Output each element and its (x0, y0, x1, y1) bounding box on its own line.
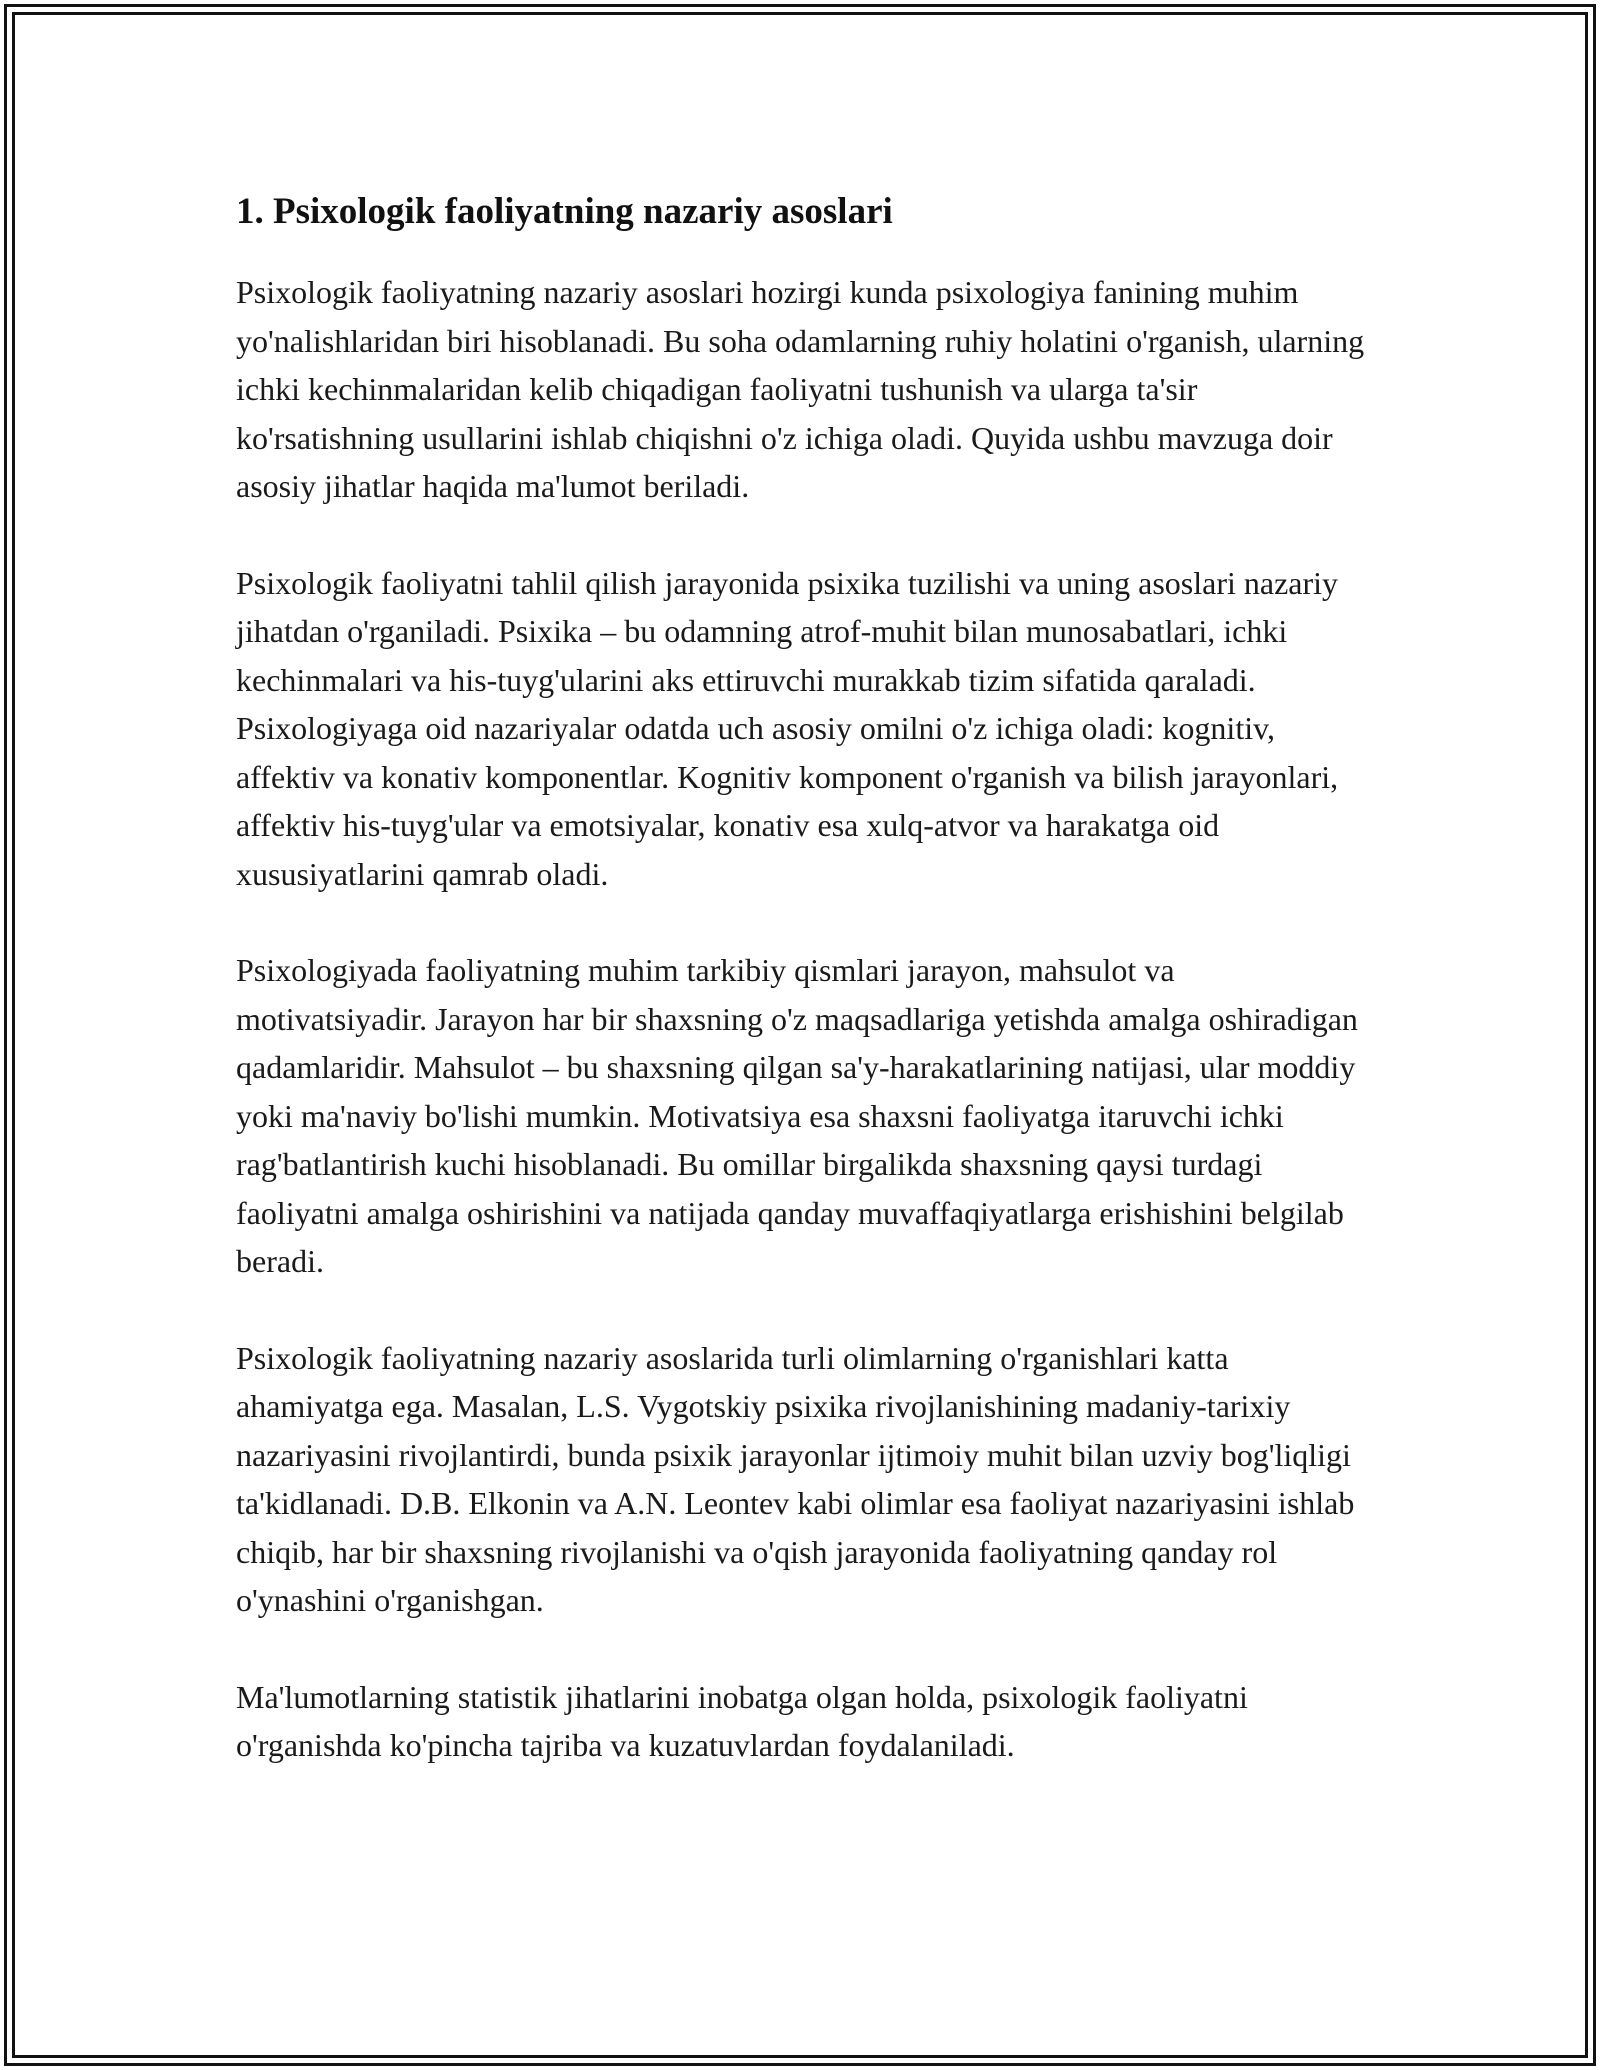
document-body (236, 186, 1366, 1818)
paragraph-5: Ma'lumotlarning statistik jihatlarini inobatga olgan holda, psixologik faoliyatni o'rganishda ko'pincha tajriba va kuzatuvlardan foydalaniladi. (236, 1678, 1248, 1763)
paragraph-3: Psixologiyada faoliyatning muhim tarkibiy qismlari jarayon, mahsulot va motivatsiyadir. Jarayon har bir shaxsning o'z maqsadlariga yetishda amalga oshiradigan qadamlaridir. Mahsulot – bu shaxsning qilgan sa'y-harakatlarining natijasi, ular moddiy yoki ma'naviy bo'lishi mumkin. Motivatsiya esa shaxsni faoliyatga itaruvchi ichki rag'batlantirish kuchi hisoblanadi. Bu omillar birgalikda shaxsning qaysi turdagi faoliyatni amalga oshirishini va natijada qanday muvaffaqiyatlarga erishishini belgilab beradi. (236, 952, 1358, 1279)
section-heading: 1. Psixologik faoliyatning nazariy asoslari (236, 191, 893, 232)
paragraph-4: Psixologik faoliyatning nazariy asoslarida turli olimlarning o'rganishlari katta ahamiyatga ega. Masalan, L.S. Vygotskiy psixika rivojlanishining madaniy-tarixiy nazariyasini rivojlantirdi, bunda psixik jarayonlar ijtimoiy muhit bilan uzviy bog'liqligi ta'kidlanadi. D.B. Elkonin va A.N. Leontev kabi olimlar esa faoliyat nazariyasini ishlab chiqib, har bir shaxsning rivojlanishi va o'qish jarayonida faoliyatning qanday rol o'ynashini o'rganishgan. (236, 1339, 1355, 1618)
paragraph-2: Psixologik faoliyatni tahlil qilish jarayonida psixika tuzilishi va uning asoslari nazariy jihatdan o'rganiladi. Psixika – bu odamning atrof-muhit bilan munosabatlari, ichki kechinmalari va his-tuyg'ularini aks ettiruvchi murakkab tizim sifatida qaraladi. Psixologiyaga oid nazariyalar odatda uch asosiy omilni o'z ichiga oladi: kognitiv, affektiv va konativ komponentlar. Kognitiv komponent o'rganish va bilish jarayonlari, affektiv his-tuyg'ular va emotsiyalar, konativ esa xulq-atvor va harakatga oid xususiyatlarini qamrab oladi. (236, 564, 1339, 892)
paragraph-1: Psixologik faoliyatning nazariy asoslari hozirgi kunda psixologiya fanining muhim yo'nalishlaridan biri hisoblanadi. Bu soha odamlarning ruhiy holatini o'rganish, ularning ichki kechinmalaridan kelib chiqadigan faoliyatni tushunish va ularga ta'sir ko'rsatishning usullarini ishlab chiqishni o'z ichiga oladi. Quyida ushbu mavzuga doir asosiy jihatlar haqida ma'lumot beriladi. (236, 274, 1365, 504)
